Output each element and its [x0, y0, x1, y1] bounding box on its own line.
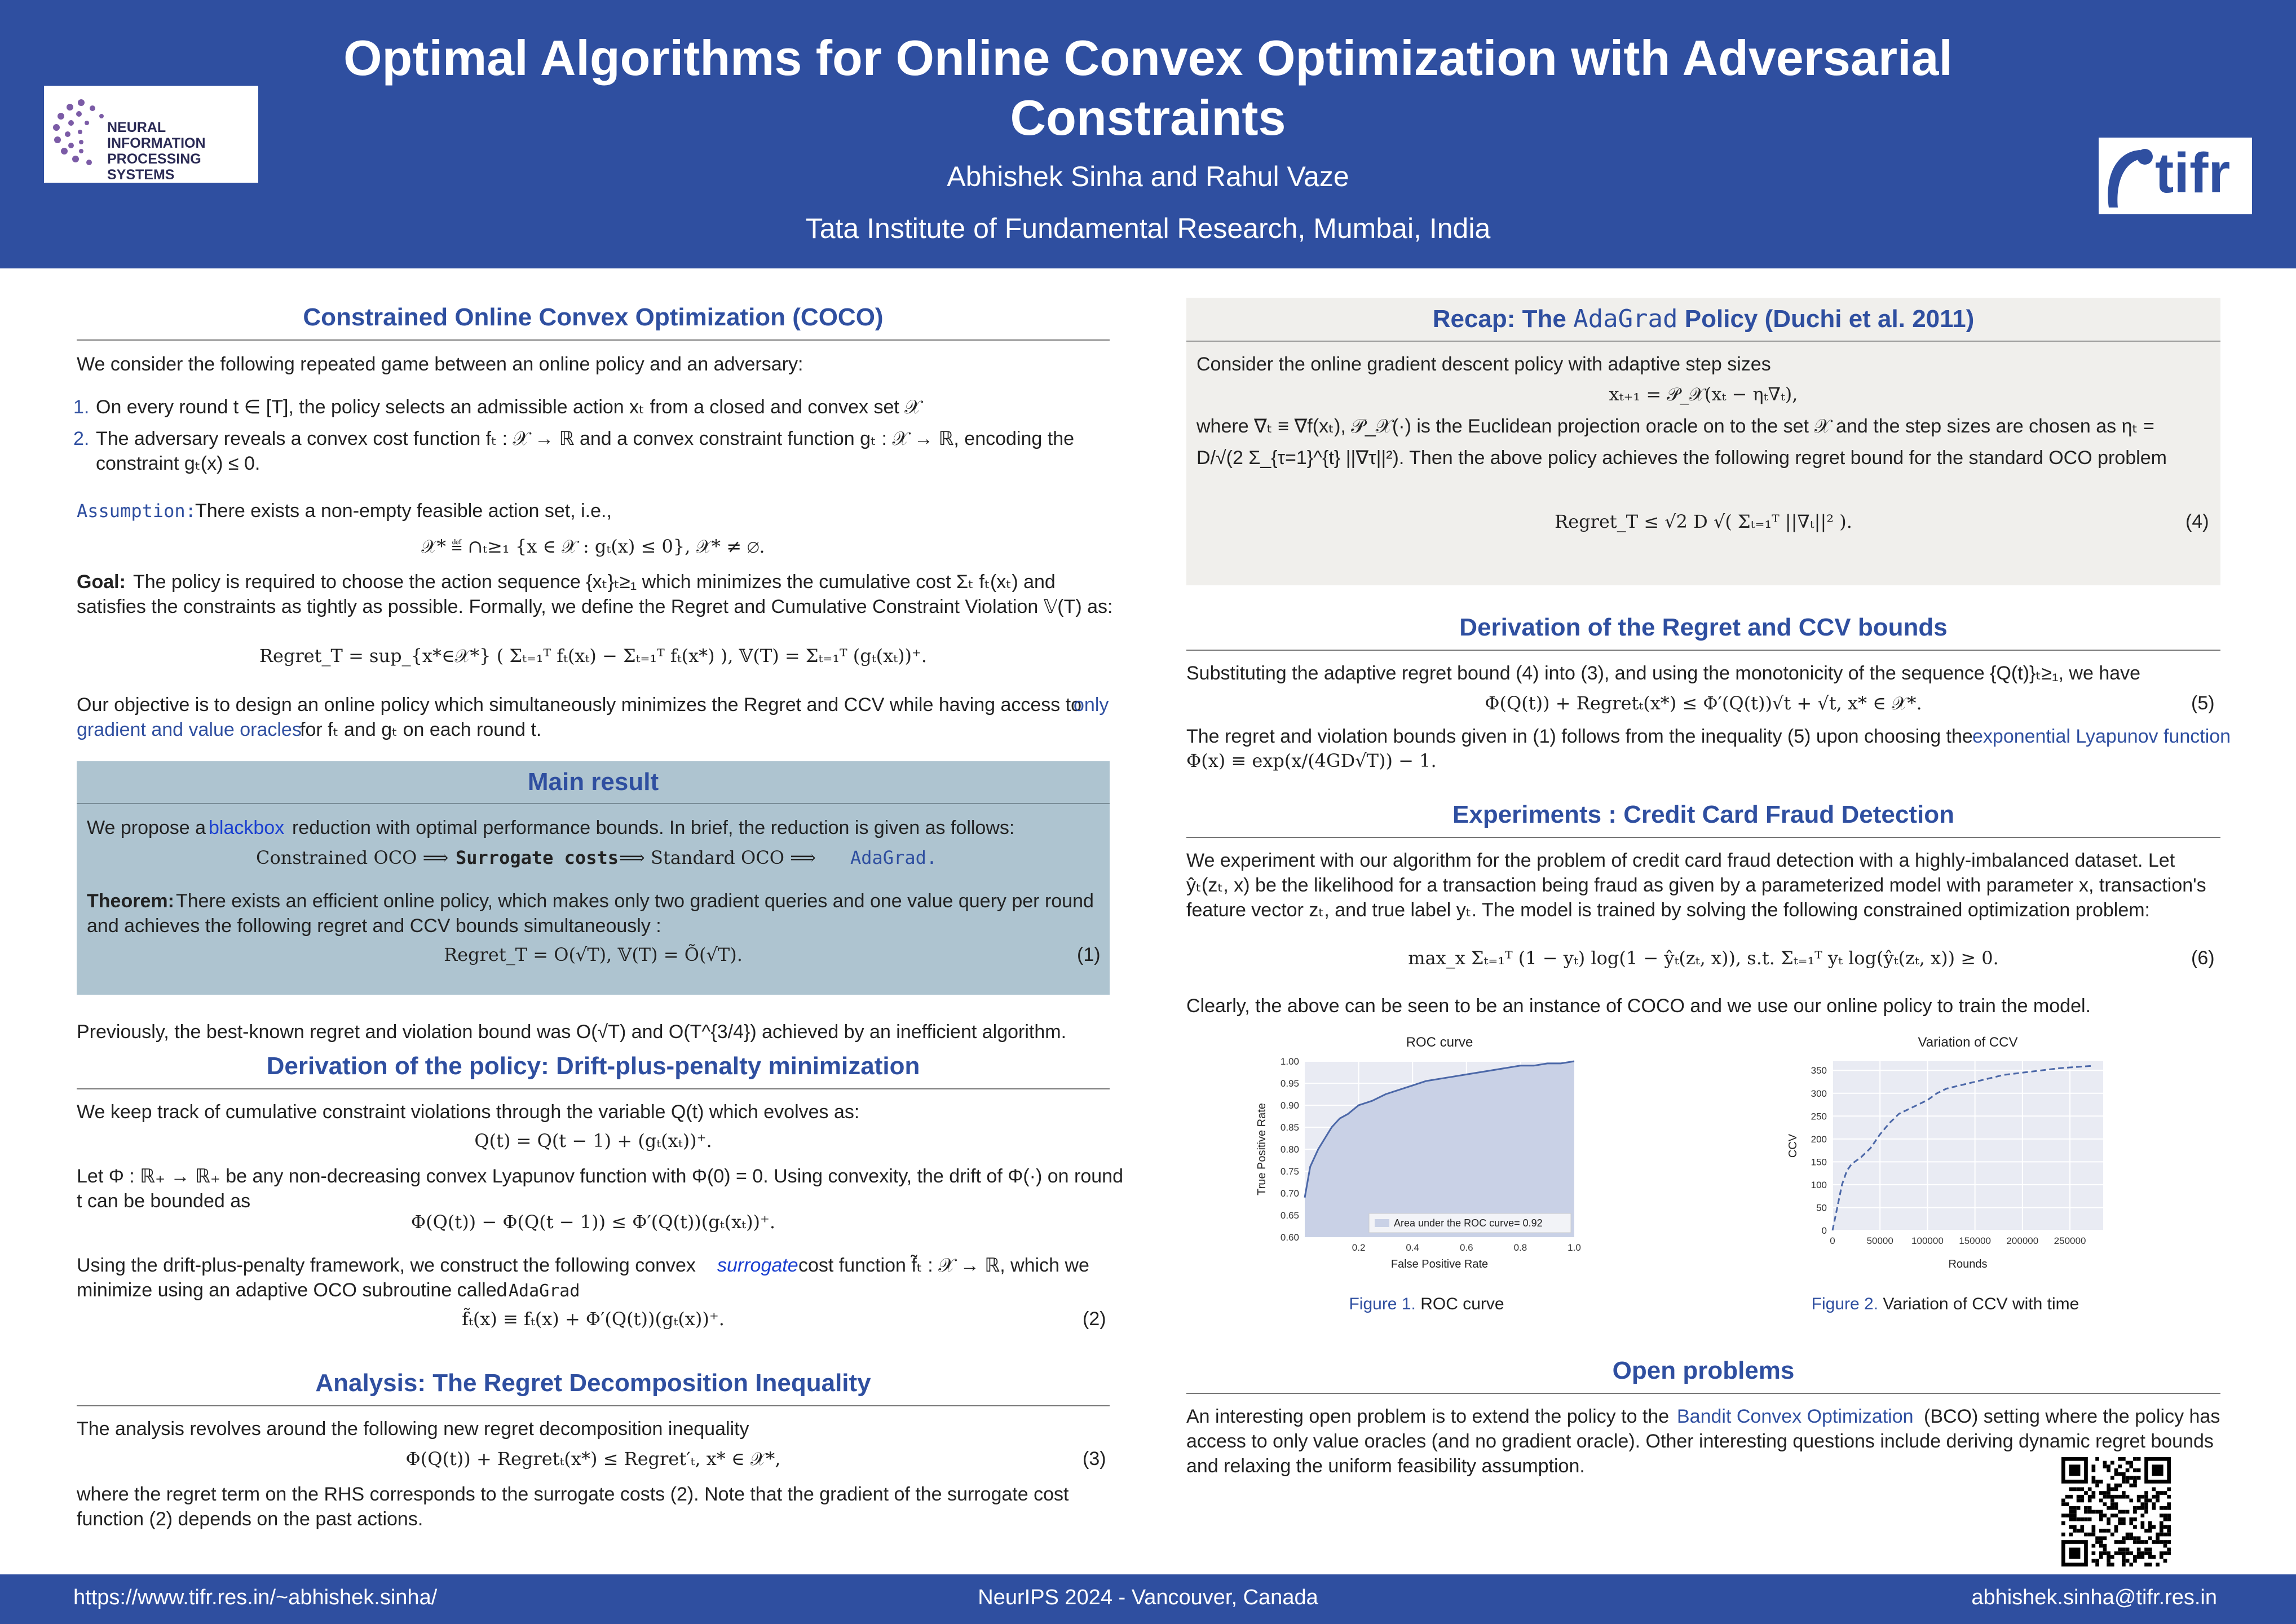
coco-item2-line1: The adversary reveals a convex cost function fₜ : 𝒳 → ℝ and a convex constraint function gₜ : 𝒳 → ℝ, encoding the: [96, 428, 1075, 449]
y-tick-label: 50: [1816, 1202, 1827, 1213]
recap-p2-line1: where ∇ₜ ≡ ∇f(xₜ), 𝒫_𝒳(·) is the Euclidean projection oracle on to the set 𝒳 and the step sizes are chosen as ηₜ =: [1196, 416, 2154, 437]
ccv-y-axis-label: CCV: [1787, 1133, 1799, 1158]
ccv-plot-area: [1833, 1061, 2103, 1230]
tifr-logo: [2099, 138, 2252, 214]
drift-rule: [77, 1088, 1110, 1089]
objective-link-oracles[interactable]: gradient and value oracles: [77, 719, 302, 740]
experiments-p2: ŷₜ(zₜ, x) be the likelihood for a transaction being fraud as given by a parameterized model with parameter x, transaction's: [1186, 875, 2206, 896]
bco-link[interactable]: Bandit Convex Optimization: [1677, 1406, 1914, 1427]
theorem-label: Theorem:: [87, 890, 174, 912]
goal-label: Goal:: [77, 571, 126, 593]
drift-p3-line1-b: cost function f̃ₜ : 𝒳 → ℝ, which we: [798, 1255, 1089, 1276]
experiments-section-title: Experiments : Credit Card Fraud Detection: [1452, 801, 1954, 828]
y-tick-label: 150: [1811, 1157, 1827, 1168]
theorem-equation: Regret_T = O(√T), 𝕍(T) = Õ(√T).: [444, 944, 743, 965]
analysis-p2-line1: where the regret term on the RHS corresponds to the surrogate costs (2). Note that the gradient of the surrogate cost: [77, 1484, 1069, 1505]
drift-p1: We keep track of cumulative constraint violations through the variable Q(t) which evolves as:: [77, 1101, 860, 1123]
analysis-rule: [77, 1405, 1110, 1406]
derivation-rule: [1186, 650, 2220, 651]
recap-p1: Consider the online gradient descent policy with adaptive step sizes: [1196, 354, 1771, 375]
x-tick-label: 0.2: [1352, 1242, 1366, 1253]
equation-number-4: (4): [2185, 511, 2209, 532]
roc-legend-text: Area under the ROC curve= 0.92: [1394, 1217, 1543, 1229]
footer: [0, 1574, 2296, 1624]
poster-title: Optimal Algorithms for Online Convex Optimization with Adversarial Constraints: [343, 30, 1953, 145]
recap-section-title: [1186, 304, 2220, 333]
y-tick-label: 0.95: [1280, 1078, 1299, 1089]
objective-link-only[interactable]: only: [1074, 694, 1109, 716]
experiments-p4: Clearly, the above can be seen to be an instance of COCO and we use our online policy to train the model.: [1186, 995, 2091, 1017]
drift-section-title: Derivation of the policy: Drift-plus-penalty minimization: [266, 1052, 920, 1080]
adagrad-code: AdaGrad: [509, 1281, 580, 1301]
objective-line2: for fₜ and gₜ on each round t.: [300, 719, 542, 740]
ccv-variation-chart: [1776, 1032, 2114, 1280]
neurips-logo-text: NEURAL INFORMATION PROCESSING SYSTEMS: [107, 120, 206, 183]
surrogate-cost-equation: f̃ₜ(x) ≡ fₜ(x) + Φ′(Q(t))(gₜ(x))⁺.: [462, 1308, 725, 1330]
y-tick-label: 0.70: [1280, 1188, 1299, 1199]
goal-line2: satisfies the constraints as tightly as possible. Formally, we define the Regret and Cumulative Constraint Violation 𝕍(T) as:: [77, 596, 1113, 617]
roc-x-axis-label: False Positive Rate: [1390, 1258, 1489, 1270]
recap-title-a: Recap: The: [1432, 305, 1566, 333]
roc-chart-title: ROC curve: [1406, 1035, 1473, 1050]
footer-url[interactable]: https://www.tifr.res.in/~abhishek.sinha/: [73, 1586, 438, 1609]
ccv-chart-title: Variation of CCV: [1918, 1035, 2018, 1050]
y-tick-label: 1.00: [1280, 1056, 1299, 1067]
coco-item1: On every round t ∈ [T], the policy selects an admissible action xₜ from a closed and convex set 𝒳: [96, 396, 921, 418]
drift-p3-line1: Using the drift-plus-penalty framework, we construct the following convex: [77, 1255, 696, 1276]
equation-number-3: (3): [1083, 1448, 1106, 1469]
x-tick-label: 0.4: [1406, 1242, 1420, 1253]
figure-2-text: Variation of CCV with time: [1883, 1295, 2079, 1313]
previous-bound-text: Previously, the best-known regret and violation bound was O(√T) and O(T^{3/4}) achieved by an inefficient algorithm.: [77, 1021, 1067, 1043]
open-p3: and relaxing the uniform feasibility assumption.: [1186, 1455, 1585, 1477]
ccv-x-axis-label: Rounds: [1948, 1258, 1988, 1270]
x-tick-label: 0: [1830, 1235, 1835, 1246]
coco-section-title: Constrained Online Convex Optimization (COCO): [303, 303, 884, 331]
y-tick-label: 300: [1811, 1088, 1827, 1099]
x-tick-label: 250000: [2054, 1235, 2086, 1246]
open-p1-b: (BCO) setting where the policy has: [1924, 1406, 2220, 1427]
adagrad-regret-equation: Regret_T ≤ √2 D √( Σₜ₌₁ᵀ ||∇ₜ||² ).: [1555, 511, 1852, 532]
y-tick-label: 0.80: [1280, 1144, 1299, 1155]
drift-p2-line2: t can be bounded as: [77, 1190, 251, 1212]
recap-title-code: AdaGrad: [1573, 304, 1678, 333]
theorem-line1: There exists an efficient online policy, which makes only two gradient queries and one value query per round: [176, 890, 1094, 912]
fraud-optimization-equation: max_x Σₜ₌₁ᵀ (1 − yₜ) log(1 − ŷₜ(zₜ, x)), s.t. Σₜ₌₁ᵀ yₜ log(ŷₜ(zₜ, x)) ≥ 0.: [1408, 947, 1999, 969]
surrogate-link[interactable]: surrogate: [717, 1255, 798, 1276]
footer-email[interactable]: abhishek.sinha@tifr.res.in: [1971, 1586, 2217, 1609]
roc-curve-chart: [1246, 1032, 1607, 1280]
main-result-line1-a: We propose a: [87, 817, 206, 839]
recap-rule: [1186, 341, 2220, 342]
analysis-p1: The analysis revolves around the following new regret decomposition inequality: [77, 1418, 749, 1440]
assumption-equation: 𝒳* ≝ ∩ₜ≥₁ {x ∈ 𝒳 : gₜ(x) ≤ 0}, 𝒳* ≠ ∅.: [421, 536, 765, 557]
figure-2-caption: [1776, 1295, 2114, 1314]
open-p1-a: An interesting open problem is to extend the policy to the: [1186, 1406, 1670, 1427]
coco-item2-number: 2.: [73, 428, 90, 449]
main-result-title: Main result: [527, 768, 659, 796]
equation-number-1: (1): [1077, 944, 1101, 965]
qr-code[interactable]: [2061, 1457, 2171, 1566]
ogd-update-equation: xₜ₊₁ = 𝒫_𝒳(xₜ − ηₜ∇ₜ),: [1609, 383, 1798, 405]
coco-rule: [77, 339, 1110, 341]
x-tick-label: 150000: [1959, 1235, 1991, 1246]
x-tick-label: 100000: [1911, 1235, 1944, 1246]
y-tick-label: 200: [1811, 1133, 1827, 1145]
main-result-rule: [77, 803, 1110, 804]
poster-authors: Abhishek Sinha and Rahul Vaze: [947, 161, 1349, 192]
y-tick-label: 0: [1821, 1225, 1827, 1236]
roc-legend-swatch: [1375, 1219, 1389, 1227]
regret-ccv-definition: Regret_T = sup_{x*∈𝒳*} ( Σₜ₌₁ᵀ fₜ(xₜ) − Σₜ₌₁ᵀ fₜ(x*) ), 𝕍(T) = Σₜ₌₁ᵀ (gₜ(xₜ))⁺.: [259, 645, 928, 667]
lyapunov-function: Φ(x) ≡ exp(x/(4GD√T)) − 1.: [1186, 750, 1437, 771]
goal-line1: The policy is required to choose the action sequence {xₜ}ₜ≥₁ which minimizes the cumulative cost Σₜ fₜ(xₜ) and: [133, 571, 1056, 593]
tifr-logo-text: tifr: [2155, 142, 2231, 205]
figure-2-label: Figure 2.: [1811, 1295, 1879, 1313]
drift-p3-line2: minimize using an adaptive OCO subroutine called: [77, 1279, 507, 1301]
coco-intro: We consider the following repeated game between an online policy and an adversary:: [77, 354, 803, 375]
experiments-rule: [1186, 837, 2220, 838]
y-tick-label: 350: [1811, 1065, 1827, 1076]
y-tick-label: 0.60: [1280, 1232, 1299, 1243]
derivation-p1: Substituting the adaptive regret bound (4) into (3), and using the monotonicity of the sequence {Q(t)}ₜ≥₁, we have: [1186, 663, 2141, 684]
open-p2: access to only value oracles (and no gradient oracle). Other interesting questions include deriving dynamic regret bounds: [1186, 1431, 2214, 1452]
equation-number-6: (6): [2191, 947, 2215, 969]
x-tick-label: 1.0: [1568, 1242, 1581, 1253]
x-tick-label: 200000: [2006, 1235, 2039, 1246]
poster-affiliation: Tata Institute of Fundamental Research, Mumbai, India: [805, 213, 1491, 244]
recap-title-b: Policy (Duchi et al. 2011): [1684, 305, 1975, 333]
reduction-chain-surrogate: Surrogate costs: [456, 847, 619, 868]
recap-p2-line2: D/√(2 Σ_{τ=1}^{t} ||∇τ||²). Then the above policy achieves the following regret bound for the standard OCO problem: [1196, 447, 2167, 469]
equation-number-2: (2): [1083, 1308, 1106, 1330]
derivation-section-title: Derivation of the Regret and CCV bounds: [1459, 614, 1948, 641]
regret-decomposition-equation: Φ(Q(t)) + Regretₜ(x*) ≤ Regret′ₜ, x* ∈ 𝒳*,: [405, 1448, 781, 1469]
figure-1-label: Figure 1.: [1349, 1295, 1416, 1313]
experiments-p1: We experiment with our algorithm for the problem of credit card fraud detection with a highly-imbalanced dataset. Let: [1186, 850, 2175, 871]
x-tick-label: 0.6: [1459, 1242, 1473, 1253]
y-tick-label: 0.65: [1280, 1210, 1299, 1221]
x-tick-label: 50000: [1866, 1235, 1893, 1246]
x-tick-label: 0.8: [1513, 1242, 1527, 1253]
y-tick-label: 0.75: [1280, 1166, 1299, 1177]
header: [0, 0, 2296, 268]
analysis-p2-line2: function (2) depends on the past actions.: [77, 1508, 423, 1530]
equation-number-5: (5): [2191, 692, 2215, 714]
drift-bound-equation: Φ(Q(t)) − Φ(Q(t − 1)) ≤ Φ′(Q(t))(gₜ(xₜ))⁺.: [410, 1211, 776, 1233]
q-update-equation: Q(t) = Q(t − 1) + (gₜ(xₜ))⁺.: [474, 1130, 712, 1151]
open-problems-title: Open problems: [1612, 1357, 1795, 1384]
footer-conference: NeurIPS 2024 - Vancouver, Canada: [978, 1586, 1318, 1609]
main-result-line1-b: reduction with optimal performance bounds. In brief, the reduction is given as follows:: [292, 817, 1015, 839]
y-tick-label: 0.90: [1280, 1100, 1299, 1111]
experiments-p3: feature vector zₜ, and true label yₜ. The model is trained by solving the following constrained optimization problem:: [1186, 899, 2150, 921]
roc-y-axis-label: True Positive Rate: [1256, 1103, 1268, 1195]
objective-line1: Our objective is to design an online policy which simultaneously minimizes the Regret and CCV while having access to: [77, 694, 1082, 716]
figure-1-caption: [1246, 1295, 1607, 1314]
analysis-section-title: Analysis: The Regret Decomposition Inequality: [315, 1369, 871, 1397]
assumption-label: Assumption:: [77, 500, 196, 522]
figure-1-text: ROC curve: [1420, 1295, 1504, 1313]
coco-item1-number: 1.: [73, 396, 90, 418]
coco-item2-line2: constraint gₜ(x) ≤ 0.: [96, 453, 260, 474]
reduction-chain-adagrad: AdaGrad.: [850, 847, 938, 868]
derivation-p2-line1: The regret and violation bounds given in (1) follows from the inequality (5) upon choosing the: [1186, 726, 1973, 747]
drift-p2-line1: Let Φ : ℝ₊ → ℝ₊ be any non-decreasing convex Lyapunov function with Φ(0) = 0. Using convexity, the drift of Φ(·) on round: [77, 1166, 1123, 1187]
combined-bound-equation: Φ(Q(t)) + Regretₜ(x*) ≤ Φ′(Q(t))√t + √t, x* ∈ 𝒳*.: [1485, 692, 1922, 714]
theorem-line2: and achieves the following regret and CCV bounds simultaneously :: [87, 915, 661, 937]
y-tick-label: 100: [1811, 1179, 1827, 1190]
reduction-chain-start: Constrained OCO ⟹: [256, 847, 449, 868]
assumption-text: There exists a non-empty feasible action set, i.e.,: [195, 500, 612, 522]
tifr-swoosh-icon: [2101, 140, 2155, 213]
y-tick-label: 0.85: [1280, 1122, 1299, 1133]
lyapunov-link[interactable]: exponential Lyapunov function: [1972, 726, 2231, 747]
open-problems-rule: [1186, 1393, 2220, 1394]
reduction-chain-middle: ⟹ Standard OCO ⟹: [619, 847, 816, 868]
y-tick-label: 250: [1811, 1111, 1827, 1122]
blackbox-link[interactable]: blackbox: [209, 817, 285, 839]
